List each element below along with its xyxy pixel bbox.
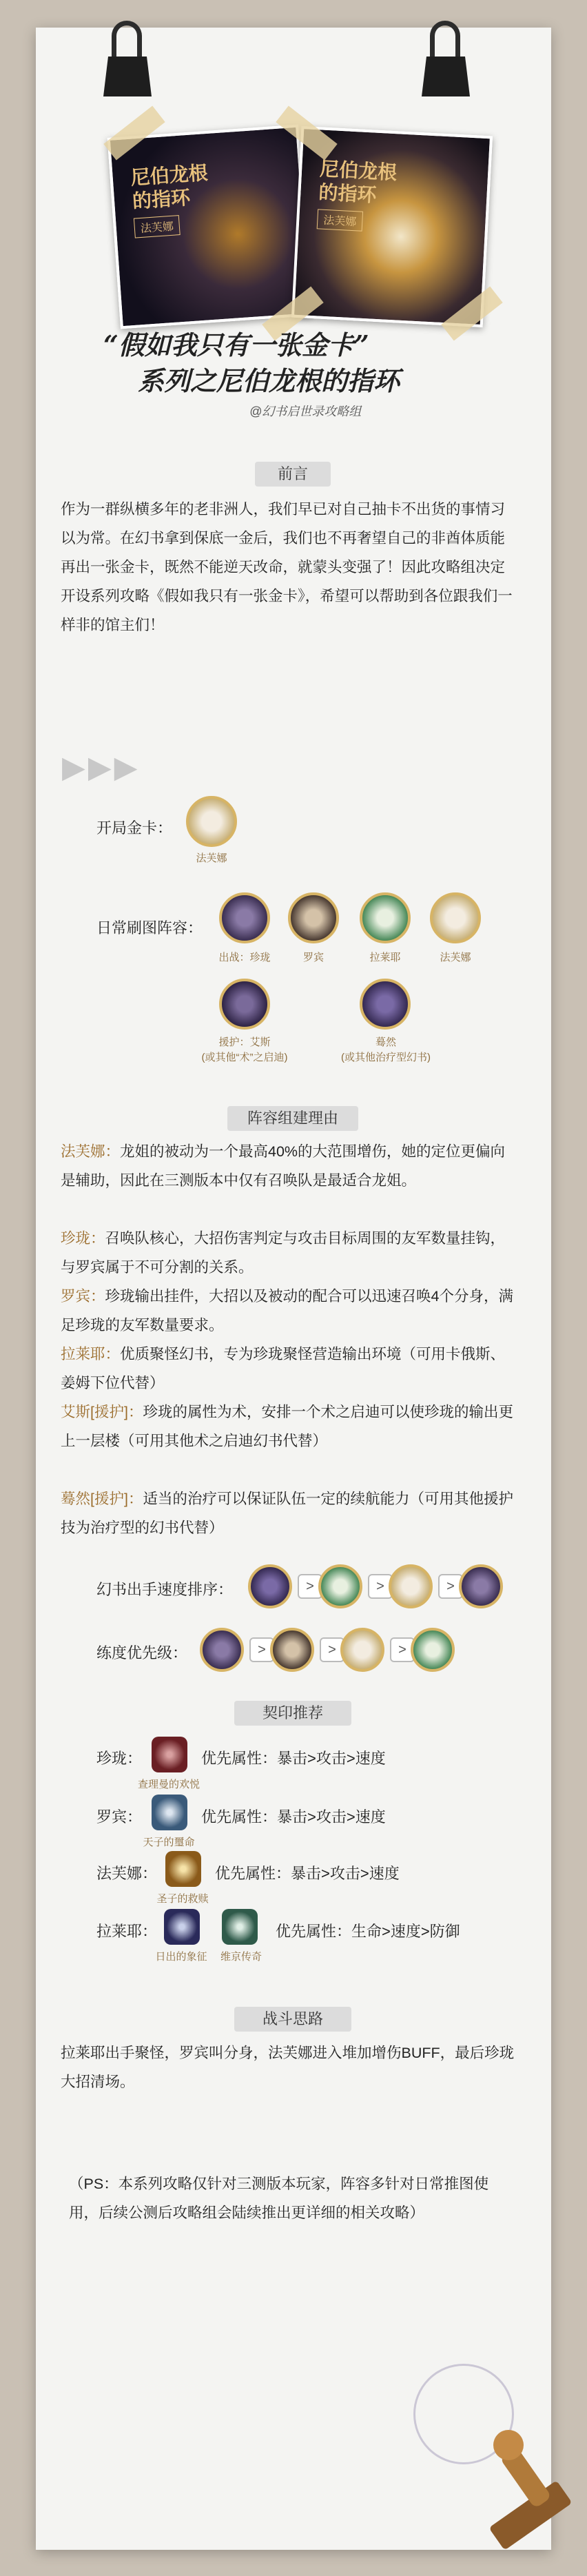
preface-heading: 前言 (255, 462, 331, 487)
member-caption: 出战：珍珑 (218, 952, 271, 963)
ps-text: （PS：本系列攻略仅针对三测版本玩家，阵容多针对日常推图使用，后续公测后攻略组会陆续推出更详细的相关攻略） (69, 2176, 489, 2221)
seal-attributes: 优先属性：暴击>攻击>速度 (201, 1750, 386, 1767)
battle-text: 拉莱耶出手聚怪，罗宾叫分身，法芙娜进入堆加增伤BUFF，最后珍珑大招清场。 (61, 2045, 515, 2090)
avatar-fafnir (186, 796, 237, 847)
seal-row-name: 法芙娜： (96, 1865, 158, 1882)
seal-icon (222, 1909, 258, 1945)
avatar-robin (270, 1628, 314, 1672)
seal-caption: 查理曼的欢悦 (137, 1779, 200, 1790)
reason-fafnir: 法芙娜：龙姐的被动为一个最高40%的大范围增伤，她的定位更偏向是辅助，因此在三测版本中仅有召唤队是最适合龙姐。 (61, 1143, 506, 1189)
seal-caption: 天子的璽命 (143, 1837, 195, 1848)
seal-icon (152, 1737, 187, 1772)
preface-text: 作为一群纵横多年的老非洲人，我们早已对自己抽卡不出货的事情习以为常。在幻书拿到保底一金后，我们也不再奢望自己的非酋体质能再出一张金卡，既然不能逆天改命，就蒙头变强了！因此攻略组决定开设系列攻略《假如我只有一张金卡》，希望可以帮助到各位跟我们一样非的馆主们！ (61, 501, 513, 633)
hero-title-l1: 尼伯龙根 (319, 157, 398, 185)
battle-heading: 战斗思路 (234, 2007, 351, 2032)
binder-clip-left (103, 21, 152, 96)
reason-moran: 蓦然[援护]：适当的治疗可以保证队伍一定的续航能力（可用其他援护技为治疗型的幻书代替） (61, 1491, 513, 1536)
avatar-moran (248, 1564, 292, 1608)
seals-heading: 契印推荐 (234, 1701, 351, 1726)
binder-clip-right (422, 21, 470, 96)
avatar-zhenlong (200, 1628, 244, 1672)
daily-team-label: 日常刷图阵容： (96, 919, 203, 937)
hero-subtitle: 法芙娜 (134, 215, 181, 238)
member-caption: 罗宾 (302, 952, 324, 963)
avatar-fafnir (430, 892, 481, 943)
avatar-fafnir (389, 1564, 433, 1608)
support-caption: 援护：艾斯 (或其他“术”之启迪) (201, 1036, 288, 1063)
member-caption: 法芙娜 (440, 952, 471, 963)
seal-attributes: 优先属性：暴击>攻击>速度 (215, 1865, 400, 1882)
member-caption: 拉莱耶 (369, 952, 401, 963)
seal-caption: 圣子的救赎 (156, 1893, 209, 1905)
greater-than-sign: > (249, 1637, 274, 1662)
avatar-laraiye (318, 1564, 362, 1608)
seal-attributes: 优先属性：生命>速度>防御 (276, 1923, 460, 1940)
avatar-fafnir (340, 1628, 384, 1672)
stamp-tool (475, 2426, 579, 2557)
arrows-decoration: ▶▶▶ (62, 750, 141, 784)
speed-order-label: 幻书出手速度排序： (96, 1581, 234, 1598)
reasons-heading: 阵容组建理由 (227, 1106, 358, 1131)
seal-caption: 维京传奇 (220, 1951, 262, 1963)
hero-subtitle: 法芙娜 (317, 209, 363, 231)
avatar-caption: 法芙娜 (196, 852, 227, 864)
reason-zhenlong: 珍珑：召唤队核心，大招伤害判定与攻击目标周围的友军数量挂钩，与罗宾属于不可分割的关系。 (61, 1230, 506, 1276)
seal-icon (165, 1851, 201, 1887)
avatar-robin (288, 892, 339, 943)
avatar-ace (219, 979, 270, 1030)
seal-icon (164, 1909, 200, 1945)
seal-caption: 日出的象征 (155, 1951, 207, 1963)
hero-card-left (107, 125, 312, 329)
seal-icon (152, 1795, 187, 1830)
seal-row-name: 珍珑： (96, 1750, 143, 1767)
credit-text: @幻书启世录攻略组 (249, 405, 362, 418)
greater-than-sign: > (390, 1637, 415, 1662)
greater-than-sign: > (298, 1574, 322, 1599)
seal-attributes: 优先属性：暴击>攻击>速度 (201, 1808, 386, 1826)
hero-title-l2: 的指环 (132, 185, 192, 213)
support-caption: 蓦然 (或其他治疗型幻书) (341, 1036, 431, 1063)
start-card-label: 开局金卡： (96, 819, 173, 837)
avatar-laraiye (360, 892, 411, 943)
page-title-line2: 系列之尼伯龙根的指环 (138, 365, 400, 396)
training-order-label: 练度优先级： (96, 1644, 188, 1662)
reason-laraiye: 拉莱耶：优质聚怪幻书，专为珍珑聚怪营造输出环境（可用卡俄斯、姜姆下位代替） (61, 1346, 506, 1391)
greater-than-sign: > (320, 1637, 344, 1662)
avatar-zhenlong (459, 1564, 503, 1608)
reason-ace: 艾斯[援护]：珍珑的属性为术，安排一个术之启迪可以使珍珑的输出更上一层楼（可用其他术之启迪幻书代替） (61, 1404, 513, 1449)
avatar-moran (360, 979, 411, 1030)
seal-row-name: 拉莱耶： (96, 1923, 158, 1940)
reason-robin: 罗宾：珍珑输出挂件，大招以及被动的配合可以迅速召唤4个分身，满足珍珑的友军数量要求。 (61, 1288, 513, 1333)
avatar-laraiye (411, 1628, 455, 1672)
hero-title-l1: 尼伯龙根 (130, 161, 209, 190)
greater-than-sign: > (438, 1574, 463, 1599)
hero-title-l2: 的指环 (318, 181, 378, 207)
greater-than-sign: > (368, 1574, 393, 1599)
avatar-zhenlong (219, 892, 270, 943)
seal-row-name: 罗宾： (96, 1808, 143, 1826)
page-title-line1: “假如我只有一张金卡” (103, 329, 369, 360)
